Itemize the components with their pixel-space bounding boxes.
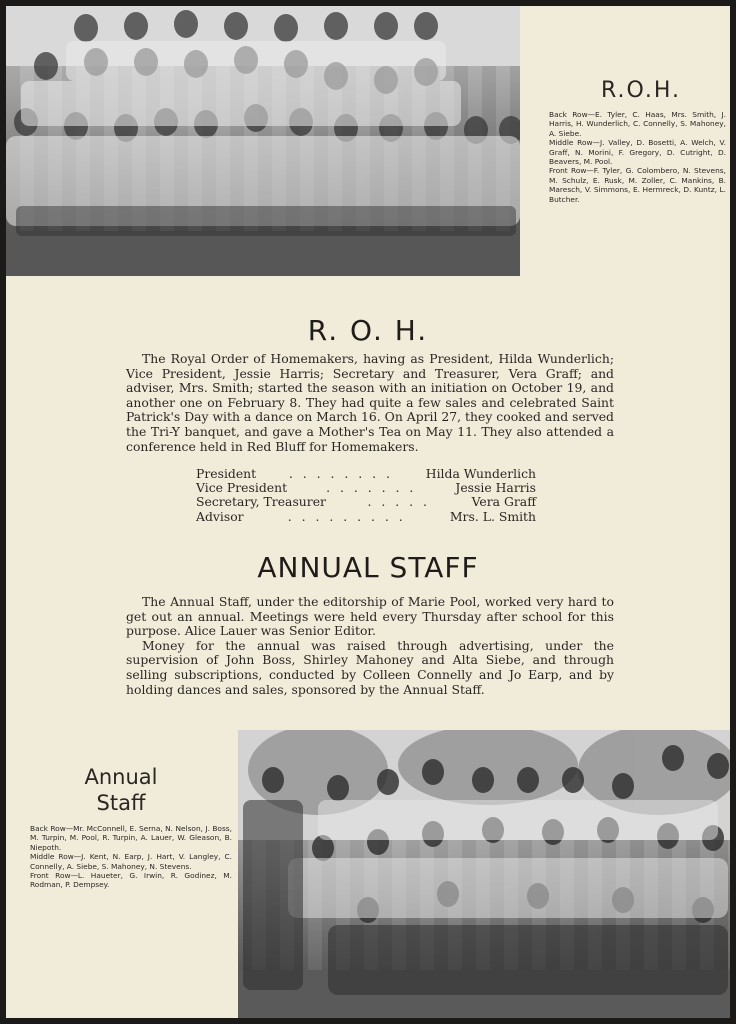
roh-heading: R. O. H.: [307, 314, 429, 347]
officer-role: Secretary, Treasurer: [196, 494, 326, 510]
annual-staff-paragraph-2: Money for the annual was raised through advertising, under the supervision of John Boss, Shirley Mahoney and Alta Siebe, and through selling subscriptions, conducted by Colleen Connelly and Jo Earp, and by holding dances and sales, sponsored by the Annual Staff.: [126, 637, 614, 697]
officer-name: Hilda Wunderlich: [425, 466, 536, 481]
leader-dots: . . . . . . .: [326, 481, 417, 496]
annual-staff-caption-names: [30, 824, 232, 890]
roh-caption-front-row: Front Row—F. Tyler, G. Colombero, N. Stevens, M. Schulz, E. Rusk, M. Zoller, C. Mankins, B. Maresch, V. Simmons, E. Hermreck, D. Kuntz, L. Butcher.: [549, 166, 726, 204]
officer-role: Vice President: [196, 480, 288, 496]
annual-caption-front-row: Front Row—L. Haueter, G. Irwin, R. Godinez, M. Rodman, P. Dempsey.: [30, 871, 232, 890]
officer-name: Mrs. L. Smith: [449, 508, 536, 524]
leader-dots: . . . . .: [367, 495, 430, 510]
roh-paragraph: The Royal Order of Homemakers, having as President, Hilda Wunderlich; Vice President, Jessie Harris; Secretary and Treasurer, Vera Graff; and adviser, Mrs. Smith; started the season with an initiation on October 19, and another one on February 8. They had quite a few sales and celebrated Saint Patrick's Day with a dance on March 16. On April 27, they cooked and served the Tri-Y banquet, and gave a Mother's Tea on May 11. They also attended a conference held in Red Bluff for Homemakers.: [126, 351, 614, 454]
officer-name: Jessie Harris: [455, 480, 536, 496]
officer-list: [196, 467, 536, 524]
yearbook-page: [6, 6, 730, 1018]
annual-caption-title-line2: Staff: [96, 791, 146, 815]
leader-dots: . . . . . . . . .: [287, 509, 406, 524]
roh-caption-middle-row: Middle Row—J. Valley, D. Bosetti, A. Welch, V. Graff, N. Morini, F. Gregory, D. Cutright, D. Beavers, M. Pool.: [549, 138, 726, 167]
officer-row-advisor: [196, 510, 536, 524]
annual-staff-heading: ANNUAL STAFF: [257, 551, 479, 584]
officer-role: Advisor: [196, 508, 244, 524]
annual-caption-middle-row: Middle Row—J. Kent, N. Earp, J. Hart, V. Langley, C. Connelly, A. Siebe, S. Mahoney, N. Stevens.: [30, 852, 232, 871]
annual-caption-back-row: Back Row—Mr. McConnell, E. Serna, N. Nelson, J. Boss, M. Turpin, M. Pool, R. Turpin, A. Lauer, W. Gleason, B. Niepoth.: [30, 824, 232, 852]
annual-caption-title-line1: Annual: [84, 765, 158, 789]
roh-caption-back-row: Back Row—E. Tyler, C. Haas, Mrs. Smith, J. Harris, H. Wunderlich, C. Connelly, S. Mahoney, A. Siebe.: [549, 110, 726, 138]
leader-dots: . . . . . . . .: [288, 467, 393, 481]
annual-staff-group-photo: [238, 730, 730, 1018]
annual-staff-caption-title: [46, 764, 196, 816]
officer-role: President: [196, 466, 257, 481]
officer-row-president: [196, 467, 536, 481]
roh-group-photo: [6, 6, 520, 276]
officer-name: Vera Graff: [471, 494, 536, 510]
officer-row-vice-president: [196, 481, 536, 495]
roh-caption-names: [549, 110, 726, 204]
annual-staff-article: [126, 595, 614, 697]
roh-caption-title: R.O.H.: [600, 78, 682, 103]
annual-staff-paragraph-1: The Annual Staff, under the editorship of Marie Pool, worked very hard to get out an annual. Meetings were held every Thursday after school for this purpose. Alice Lauer was Senior Editor.: [126, 594, 614, 639]
officer-row-secretary-treasurer: [196, 495, 536, 509]
